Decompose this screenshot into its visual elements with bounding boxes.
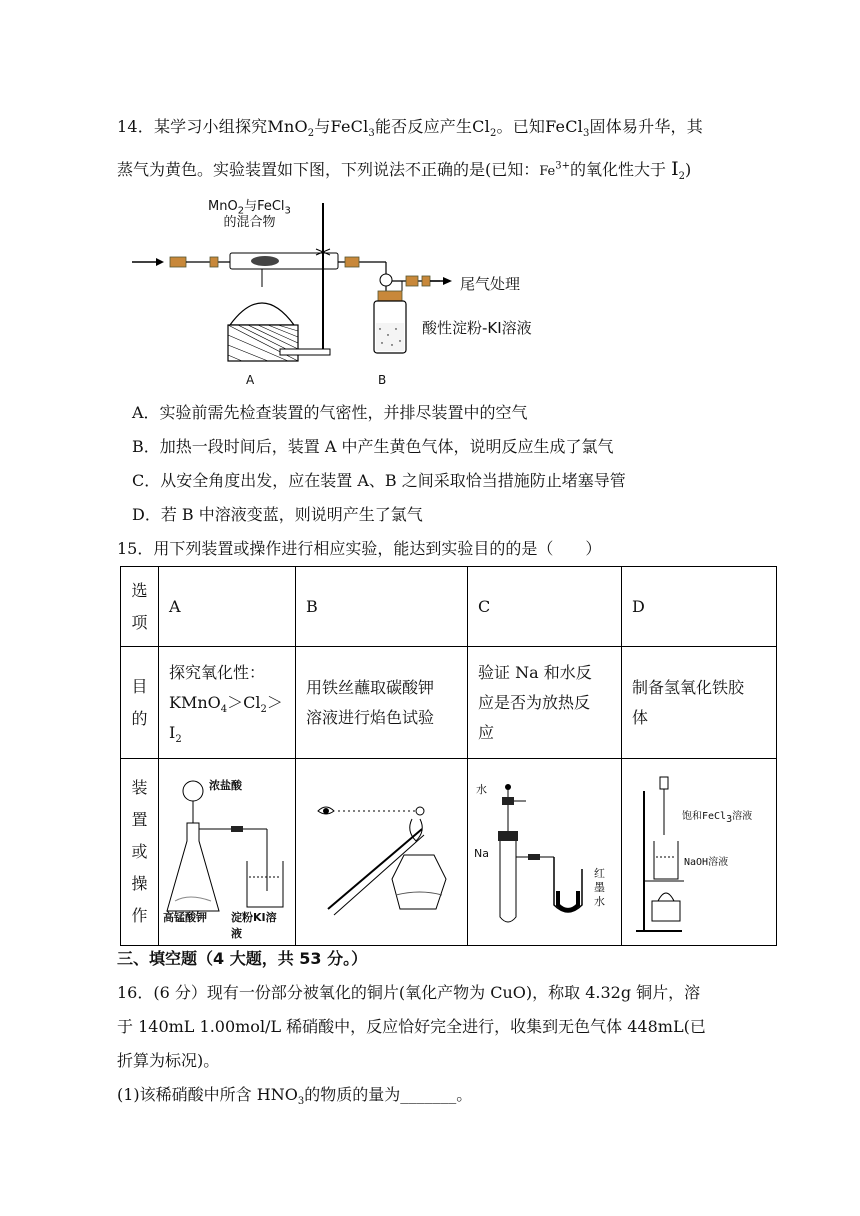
red-ink-label-2: 墨 <box>594 881 605 894</box>
section3-title: 三、填空题（4 大题，共 53 分。） <box>117 949 368 968</box>
q14-option-d: D．若 B 中溶液变蓝，则说明产生了氯气 <box>132 505 423 524</box>
device-d <box>622 759 777 946</box>
q14-option-c: C．从安全角度出发，应在装置 A、B 之间采取恰当措施防止堵塞导管 <box>132 471 626 490</box>
purpose-b: 用铁丝蘸取碳酸钾 溶液进行焰色试验 <box>296 647 468 759</box>
red-ink-label-3: 水 <box>594 895 605 908</box>
mixture-label: MnO$_2$与FeCl$_3$ 的混合物 <box>208 199 291 230</box>
device-c <box>468 759 622 946</box>
purpose-header: 目 的 <box>121 647 159 759</box>
starch-ki-label: 淀粉KI溶液 <box>231 911 277 940</box>
device-b-label: B <box>378 373 387 387</box>
col-d-header: D <box>622 567 777 647</box>
q16-line1: 16．(6 分）现有一份部分被氧化的铜片(氧化产物为 CuO)，称取 4.32g 铜片，溶 <box>117 983 701 1002</box>
fecl3-label: 饱和FeCl$_3$溶液 <box>682 811 753 825</box>
q14-apparatus-figure <box>130 195 570 395</box>
device-a <box>159 759 296 946</box>
kmno4-label: 高锰酸钾 <box>163 911 207 924</box>
q14-option-b: B．加热一段时间后，装置 A 中产生黄色气体，说明反应生成了氯气 <box>132 437 614 456</box>
q16-sub1: (1)该稀硝酸中所含 $HNO_3$的物质的量为_______。 <box>117 1085 473 1108</box>
q15-table <box>120 566 777 946</box>
na-label: Na <box>474 847 489 860</box>
q15-stem: 15．用下列装置或操作进行相应实验，能达到实验目的的是（ ） <box>117 539 602 558</box>
tail-gas-label: 尾气处理 <box>460 275 521 293</box>
apparatus-drawing <box>130 195 570 395</box>
col-c-header: C <box>468 567 622 647</box>
q14-stem-line1: 14．某学习小组探究MnO$_2$与FeCl$_3$能否反应产生$Cl_2$。已知FeCl$_3$固体易升华，其 <box>117 117 703 140</box>
red-ink-label-1: 红 <box>594 867 605 880</box>
naoh-label: NaOH溶液 <box>684 857 729 868</box>
purpose-d: 制备氢氧化铁胶 体 <box>622 647 777 759</box>
water-label: 水 <box>476 783 487 796</box>
colloid-drawing <box>622 761 766 943</box>
q16-line2: 于 140mL 1.00mol/L 稀硝酸中，反应恰好完全进行，收集到无色气体 448mL(已 <box>117 1017 706 1036</box>
table-row <box>121 567 777 647</box>
option-header: 选 项 <box>121 567 159 647</box>
q14-stem-line2: 蒸气为黄色。实验装置如下图，下列说法不正确的是(已知：$Fe^{3+}$的氧化性大于 $I_2$) <box>117 158 692 183</box>
table-row <box>121 647 777 759</box>
q16-line3: 折算为标况)。 <box>117 1051 220 1070</box>
table-row <box>121 759 777 946</box>
flame-test-drawing <box>296 759 457 941</box>
na-water-drawing <box>468 761 611 943</box>
device-header: 装 置 或 操 作 <box>121 759 159 946</box>
purpose-c: 验证 Na 和水反 应是否为放热反 应 <box>468 647 622 759</box>
purpose-a: 探究氧化性： $KMnO_4>Cl_2>$ $I_2$ <box>159 647 296 759</box>
col-a-header: A <box>159 567 296 647</box>
solution-label: 酸性淀粉-KI溶液 <box>422 319 532 337</box>
conc-hcl-label: 浓盐酸 <box>209 779 242 792</box>
device-a-label: A <box>246 373 255 387</box>
col-b-header: B <box>296 567 468 647</box>
device-b <box>296 759 468 946</box>
q14-option-a: A．实验前需先检查装置的气密性，并排尽装置中的空气 <box>132 403 528 422</box>
